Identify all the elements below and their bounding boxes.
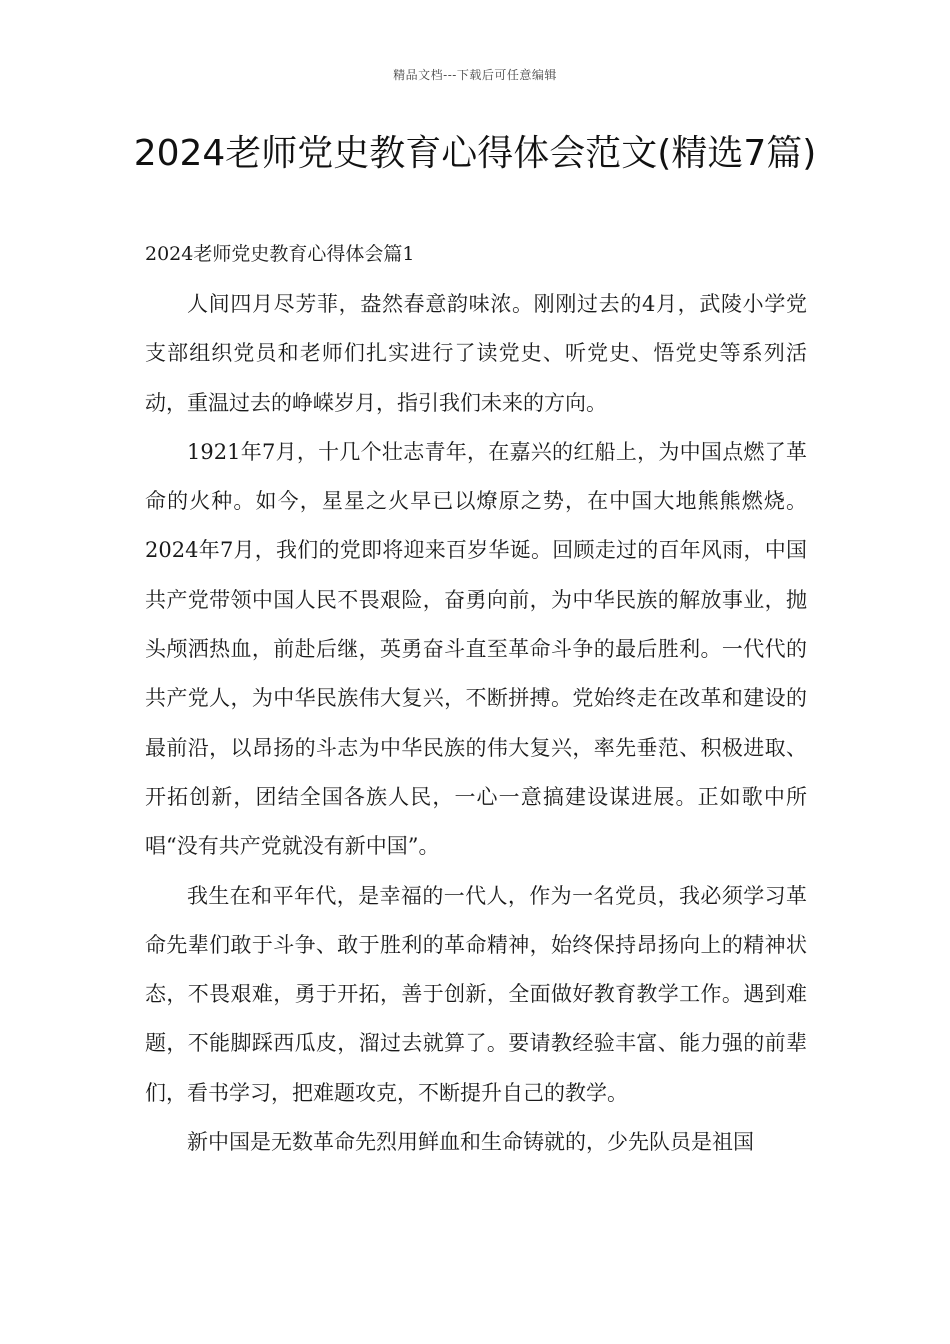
paragraph: 1921年7月，十几个壮志青年，在嘉兴的红船上，为中国点燃了革命的火种。如今，星星之火早已以燎原之势，在中国大地熊熊燃烧。2024年7月，我们的党即将迎来百岁华诞。回顾走过的百年风雨，中国共产党带领中国人民不畏艰险，奋勇向前，为中华民族的解放事业，抛头颅洒热血，前赴后继，英勇奋斗直至革命斗争的最后胜利。一代代的共产党人，为中华民族伟大复兴，不断拼搏。党始终走在改革和建设的最前沿，以昂扬的斗志为中华民族的伟大复兴，率先垂范、积极进取、开拓创新，团结全国各族人民，一心一意搞建设谋进展。正如歌中所唱“没有共产党就没有新中国”。: [145, 439, 807, 859]
paragraph: 我生在和平年代，是幸福的一代人，作为一名党员，我必须学习革命先辈们敢于斗争、敢于胜利的革命精神，始终保持昂扬向上的精神状态，不畏艰难，勇于开拓，善于创新，全面做好教育教学工作。遇到难题，不能脚踩西瓜皮，溜过去就算了。要请教经验丰富、能力强的前辈们，看书学习，把难题攻克，不断提升自己的教学。: [145, 883, 807, 1105]
header-note: 精品文档---下载后可任意编辑: [393, 68, 557, 82]
document-body: [145, 280, 807, 1167]
paragraph: 人间四月尽芳菲，盎然春意韵味浓。刚刚过去的4月，武陵小学党支部组织党员和老师们扎实进行了读党史、听党史、悟党史等系列活动，重温过去的峥嵘岁月，指引我们未来的方向。: [145, 292, 807, 415]
paragraph: 新中国是无数革命先烈用鲜血和生命铸就的，少先队员是祖国: [187, 1130, 754, 1155]
section-heading: 2024老师党史教育心得体会篇1: [145, 243, 415, 265]
document-title: 2024老师党史教育心得体会范文(精选7篇): [133, 133, 817, 174]
